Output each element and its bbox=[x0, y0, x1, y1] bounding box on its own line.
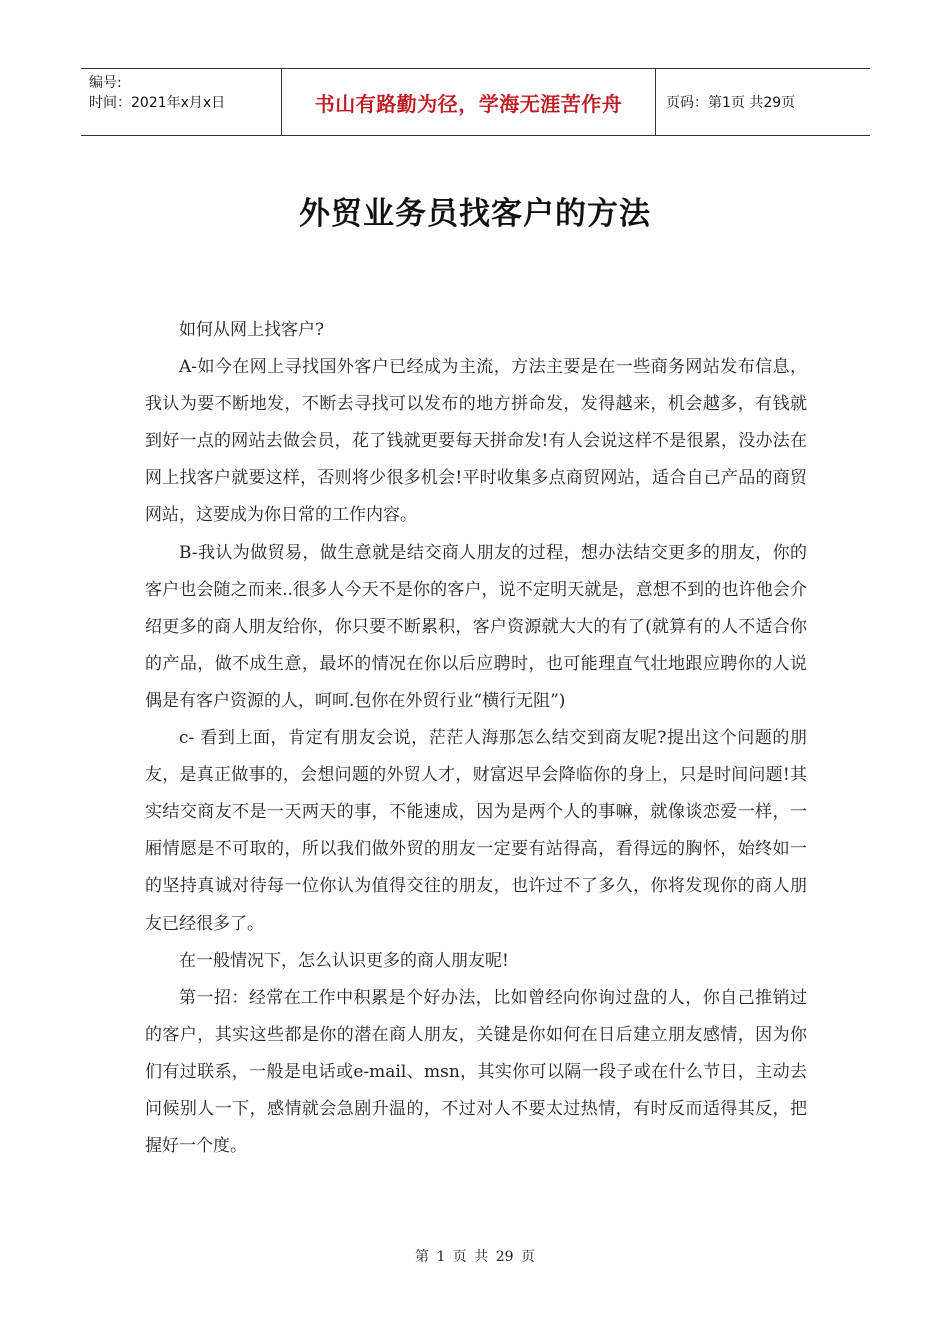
paragraph: 第一招：经常在工作中积累是个好办法，比如曾经向你询过盘的人，你自己推销过的客户，其实这些都是你的潜在商人朋友，关键是你如何在日后建立朋友感情，因为你们有过联系，一般是电话或e-mail、msn，其实你可以隔一段子或在什么节日，主动去问候别人一下，感情就会急剧升温的，不过对人不要太过热情，有时反而适得其反，把握好一个度。 bbox=[145, 987, 807, 1157]
paragraph: A-如今在网上寻找国外客户已经成为主流，方法主要是在一些商务网站发布信息，我认为要不断地发，不断去寻找可以发布的地方拼命发，发得越来，机会越多，有钱就到好一点的网站去做会员，花了钱就更要每天拼命发!有人会说这样不是很累，没办法在网上找客户就要这样，否则将少很多机会!平时收集多点商贸网站，适合自己产品的商贸网站，这要成为你日常的工作内容。 bbox=[145, 357, 807, 526]
header-page-info: 页码：第1页 共29页 bbox=[666, 95, 796, 111]
document-header bbox=[81, 68, 870, 136]
paragraph: 在一般情况下，怎么认识更多的商人朋友呢! bbox=[179, 950, 509, 971]
number-label: 编号: bbox=[89, 75, 122, 91]
document-body bbox=[145, 312, 807, 1165]
header-meta-cell bbox=[81, 69, 282, 135]
paragraph: 如何从网上找客户? bbox=[179, 320, 325, 340]
document-title: 外贸业务员找客户的方法 bbox=[299, 196, 651, 232]
time-label: 时间：2021年x月x日 bbox=[89, 95, 226, 111]
page-footer: 第 1 页 共 29 页 bbox=[415, 1249, 535, 1265]
paragraph: c- 看到上面，肯定有朋友会说，茫茫人海那怎么结交到商友呢?提出这个问题的朋友，是真正做事的，会想问题的外贸人才，财富迟早会降临你的身上，只是时间问题!其实结交商友不是一天两天的事，不能速成，因为是两个人的事嘛，就像谈恋爱一样，一厢情愿是不可取的，所以我们做外贸的朋友一定要有站得高，看得远的胸怀，始终如一的坚持真诚对待每一位你认为值得交往的朋友，也许过不了多久，你将发现你的商人朋友已经很多了。 bbox=[145, 728, 807, 934]
header-motto: 书山有路勤为径，学海无涯苦作舟 bbox=[282, 69, 656, 135]
paragraph: B-我认为做贸易，做生意就是结交商人朋友的过程，想办法结交更多的朋友，你的客户也会随之而来..很多人今天不是你的客户，说不定明天就是，意想不到的也许他会介绍更多的商人朋友给你，你只要不断累积，客户资源就大大的有了(就算有的人不适合你的产品，做不成生意，最坏的情况在你以后应聘时，也可能理直气壮地跟应聘你的人说偶是有客户资源的人，呵呵.包你在外贸行业“横行无阻”) bbox=[145, 542, 807, 711]
